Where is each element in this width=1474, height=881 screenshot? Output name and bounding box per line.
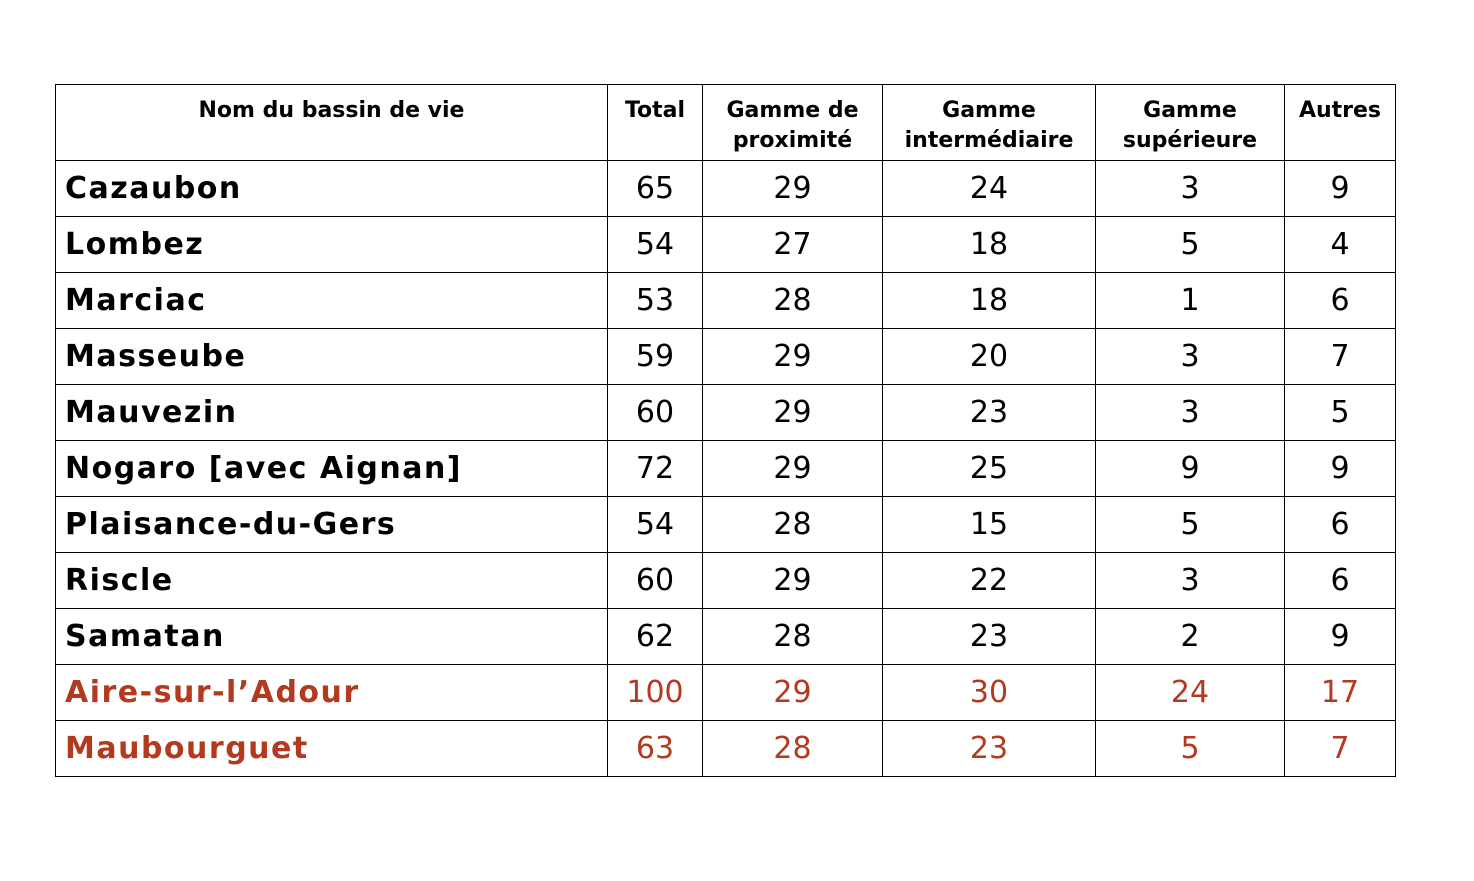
row-name-cell: Aire-sur-l’Adour xyxy=(56,665,608,721)
superieure-cell: 5 xyxy=(1096,217,1285,273)
autres-cell: 4 xyxy=(1285,217,1396,273)
total-cell: 72 xyxy=(608,441,703,497)
row-name-cell: Masseube xyxy=(56,329,608,385)
superieure-cell: 3 xyxy=(1096,385,1285,441)
table-row xyxy=(56,497,1396,553)
intermediaire-cell: 22 xyxy=(883,553,1096,609)
intermediaire-cell: 18 xyxy=(883,217,1096,273)
proximite-cell: 27 xyxy=(703,217,883,273)
row-name-cell: Cazaubon xyxy=(56,161,608,217)
row-name-cell: Riscle xyxy=(56,553,608,609)
table-row xyxy=(56,217,1396,273)
superieure-cell: 24 xyxy=(1096,665,1285,721)
autres-cell: 9 xyxy=(1285,441,1396,497)
intermediaire-cell: 15 xyxy=(883,497,1096,553)
autres-cell: 7 xyxy=(1285,721,1396,777)
autres-cell: 7 xyxy=(1285,329,1396,385)
bassin-de-vie-table xyxy=(55,84,1396,777)
table-row xyxy=(56,441,1396,497)
superieure-cell: 2 xyxy=(1096,609,1285,665)
total-cell: 63 xyxy=(608,721,703,777)
table-row xyxy=(56,161,1396,217)
intermediaire-cell: 18 xyxy=(883,273,1096,329)
table-row xyxy=(56,385,1396,441)
row-name-cell: Lombez xyxy=(56,217,608,273)
total-cell: 100 xyxy=(608,665,703,721)
proximite-cell: 29 xyxy=(703,441,883,497)
total-cell: 62 xyxy=(608,609,703,665)
intermediaire-cell: 24 xyxy=(883,161,1096,217)
autres-cell: 6 xyxy=(1285,553,1396,609)
header-autres: Autres xyxy=(1285,85,1396,161)
row-name-cell: Nogaro [avec Aignan] xyxy=(56,441,608,497)
proximite-cell: 29 xyxy=(703,553,883,609)
proximite-cell: 29 xyxy=(703,161,883,217)
total-cell: 65 xyxy=(608,161,703,217)
proximite-cell: 28 xyxy=(703,497,883,553)
total-cell: 60 xyxy=(608,385,703,441)
row-name-cell: Mauvezin xyxy=(56,385,608,441)
autres-cell: 9 xyxy=(1285,161,1396,217)
table-row-highlighted xyxy=(56,721,1396,777)
superieure-cell: 5 xyxy=(1096,721,1285,777)
intermediaire-cell: 23 xyxy=(883,721,1096,777)
table-row-highlighted xyxy=(56,665,1396,721)
total-cell: 59 xyxy=(608,329,703,385)
autres-cell: 9 xyxy=(1285,609,1396,665)
header-gamme-intermediaire: Gamme intermédiaire xyxy=(883,85,1096,161)
proximite-cell: 28 xyxy=(703,273,883,329)
intermediaire-cell: 23 xyxy=(883,385,1096,441)
header-gamme-superieure: Gamme supérieure xyxy=(1096,85,1285,161)
table-row xyxy=(56,609,1396,665)
proximite-cell: 29 xyxy=(703,329,883,385)
superieure-cell: 5 xyxy=(1096,497,1285,553)
header-row xyxy=(56,85,1396,161)
autres-cell: 6 xyxy=(1285,497,1396,553)
intermediaire-cell: 30 xyxy=(883,665,1096,721)
table-row xyxy=(56,273,1396,329)
intermediaire-cell: 23 xyxy=(883,609,1096,665)
proximite-cell: 29 xyxy=(703,665,883,721)
table-row xyxy=(56,553,1396,609)
proximite-cell: 28 xyxy=(703,609,883,665)
header-total: Total xyxy=(608,85,703,161)
proximite-cell: 28 xyxy=(703,721,883,777)
row-name-cell: Marciac xyxy=(56,273,608,329)
total-cell: 54 xyxy=(608,497,703,553)
superieure-cell: 3 xyxy=(1096,553,1285,609)
row-name-cell: Plaisance-du-Gers xyxy=(56,497,608,553)
row-name-cell: Samatan xyxy=(56,609,608,665)
row-name-cell: Maubourguet xyxy=(56,721,608,777)
superieure-cell: 9 xyxy=(1096,441,1285,497)
autres-cell: 5 xyxy=(1285,385,1396,441)
header-name: Nom du bassin de vie xyxy=(56,85,608,161)
total-cell: 54 xyxy=(608,217,703,273)
autres-cell: 17 xyxy=(1285,665,1396,721)
intermediaire-cell: 20 xyxy=(883,329,1096,385)
proximite-cell: 29 xyxy=(703,385,883,441)
table-row xyxy=(56,329,1396,385)
superieure-cell: 3 xyxy=(1096,329,1285,385)
superieure-cell: 1 xyxy=(1096,273,1285,329)
autres-cell: 6 xyxy=(1285,273,1396,329)
intermediaire-cell: 25 xyxy=(883,441,1096,497)
header-gamme-proximite: Gamme de proximité xyxy=(703,85,883,161)
total-cell: 53 xyxy=(608,273,703,329)
total-cell: 60 xyxy=(608,553,703,609)
superieure-cell: 3 xyxy=(1096,161,1285,217)
